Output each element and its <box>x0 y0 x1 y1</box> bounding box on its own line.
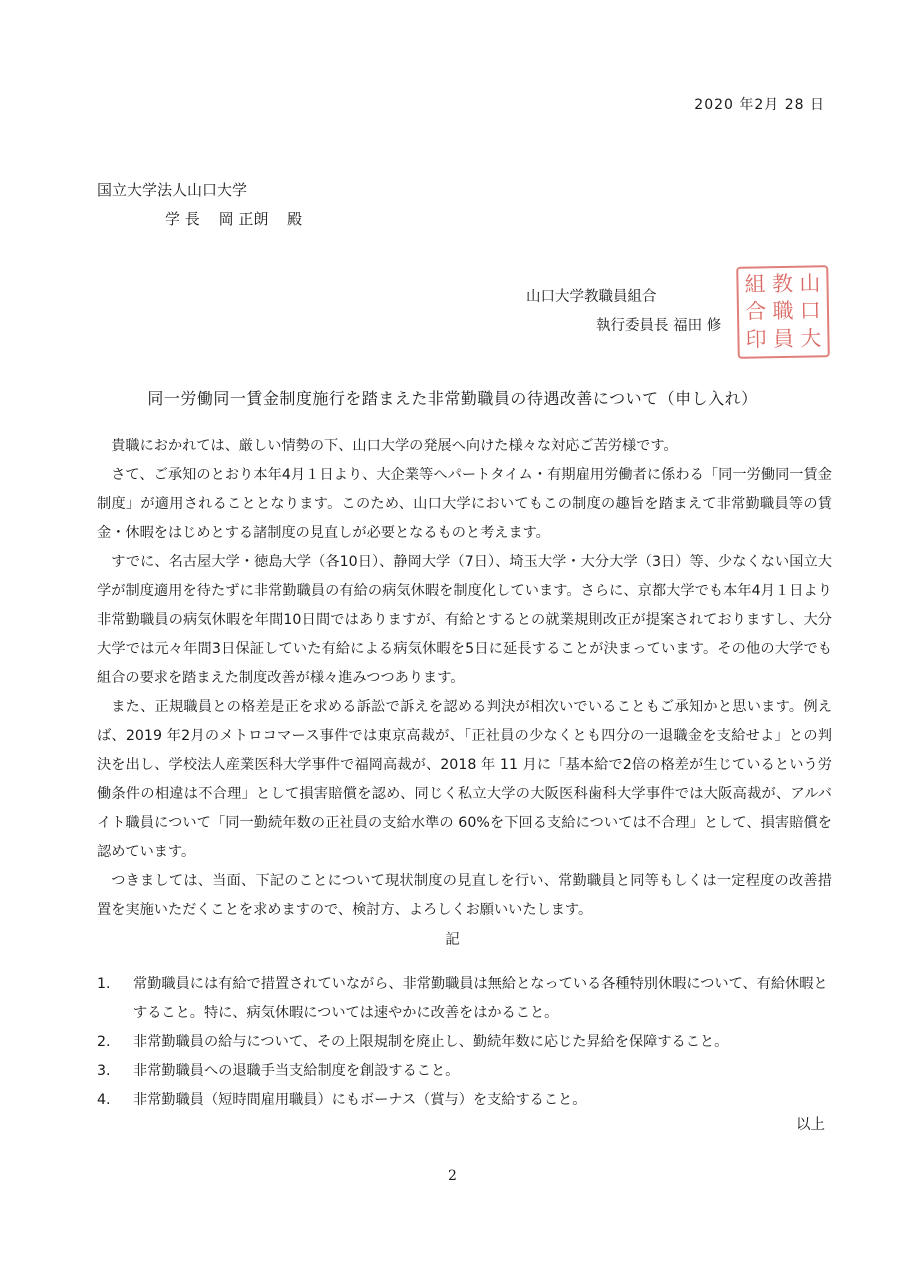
seal-character: 山 <box>799 271 821 296</box>
document-date: 2020 年2月 28 日 <box>694 97 825 113</box>
list-item-text: 非常勤職員への退職手当支給制度を創設すること。 <box>133 1063 460 1079</box>
body-paragraph: すでに、名古屋大学・徳島大学（各10日）、静岡大学（7日）、埼玉大学・大分大学（3日）等、少なくない国立大学が制度適用を待たずに非常勤職員の有給の病気休暇を制度化しています。さらに、京都大学でも本年4月１日より非常勤職員の病気休暇を年間10日間ではありますが、有給とするとの就業規則改正が提案されておりますし、大分大学では元々年間3日保証していた有給による病気休暇を5日に延長することが決まっています。その他の大学でも組合の要求を踏まえた制度改善が様々進みつつあります。 <box>97 554 832 686</box>
document-title: 同一労働同一賃金制度施行を踏まえた非常勤職員の待遇改善について（申し入れ） <box>147 389 758 408</box>
seal-character: 組 <box>744 272 766 297</box>
request-list <box>97 970 837 1115</box>
addressee-honorific: 殿 <box>287 210 303 228</box>
seal-character: 合 <box>744 299 767 325</box>
sender-block <box>526 283 721 341</box>
seal-character: 大 <box>800 326 822 351</box>
addressee-title: 学 長 <box>165 210 200 228</box>
seal-character: 員 <box>772 326 795 352</box>
sender-org: 山口大学教職員組合 <box>526 289 657 305</box>
list-item-text: 非常勤職員（短時間雇用職員）にもボーナス（賞与）を支給すること。 <box>133 1092 587 1108</box>
body-paragraph: つきましては、当面、下記のことについて現状制度の見直しを行い、常勤職員と同等もしくは一定程度の改善措置を実施いただくことを求めますので、検討方、よろしくお願いいたします。 <box>97 873 832 918</box>
document-body <box>97 432 832 925</box>
addressee-name: 岡 正朗 <box>218 210 269 228</box>
list-item-number: 1. <box>97 976 111 992</box>
closing-mark: 以上 <box>796 1117 825 1133</box>
seal-character: 印 <box>745 327 767 352</box>
list-item <box>97 1086 837 1115</box>
list-item <box>97 1028 837 1057</box>
list-item-number: 3. <box>97 1063 111 1079</box>
addressee-person <box>97 205 316 234</box>
addressee-block <box>97 176 316 234</box>
addressee-org: 国立大学法人山口大学 <box>97 181 248 199</box>
seal-character: 口 <box>799 298 822 324</box>
seal-character: 職 <box>772 299 794 324</box>
list-item-number: 2. <box>97 1034 111 1050</box>
union-seal-stamp <box>736 265 830 359</box>
ki-heading: 記 <box>445 932 460 948</box>
list-item <box>97 1057 837 1086</box>
list-item <box>97 970 837 1028</box>
body-paragraph: また、正規職員との格差是正を求める訴訟で訴えを認める判決が相次いでいることもご承知かと思います。例えば、2019 年2月のメトロコマース事件では東京高裁が、「正社員の少なくとも四分の一退職金を支給せよ」との判決を出し、学校法人産業医科大学事件で福岡高裁が、2018 年 11 月に「基本給で2倍の格差が生じているという労働条件の相違は不合理」として損害賠償を認め、同じく私立大学の大阪医科歯科大学事件では大阪高裁が、アルバイト職員について「同一勤続年数の正社員の支給水準の 60%を下回る支給については不合理」として、損害賠償を認めています。 <box>97 699 832 860</box>
seal-character: 教 <box>771 271 794 297</box>
body-paragraph: さて、ご承知のとおり本年4月１日より、大企業等へパートタイム・有期雇用労働者に係わる「同一労働同一賃金制度」が適用されることとなります。このため、山口大学においてもこの制度の趣旨を踏まえて非常勤職員等の賃金・休暇をはじめとする諸制度の見直しが必要となるものと考えます。 <box>97 467 832 541</box>
list-item-number: 4. <box>97 1092 111 1108</box>
sender-role-name: 執行委員長 福田 修 <box>596 318 722 334</box>
list-item-text: 常勤職員には有給で措置されていながら、非常勤職員は無給となっている各種特別休暇について、有給休暇とすること。特に、病気休暇については速やかに改善をはかること。 <box>133 976 828 1021</box>
list-item-text: 非常勤職員の給与について、その上限規制を廃止し、勤続年数に応じた昇給を保障すること。 <box>133 1034 729 1050</box>
page-number: 2 <box>448 1168 457 1184</box>
body-paragraph: 貴職におかれては、厳しい情勢の下、山口大学の発展へ向けた様々な対応ご苦労様です。 <box>111 438 678 454</box>
